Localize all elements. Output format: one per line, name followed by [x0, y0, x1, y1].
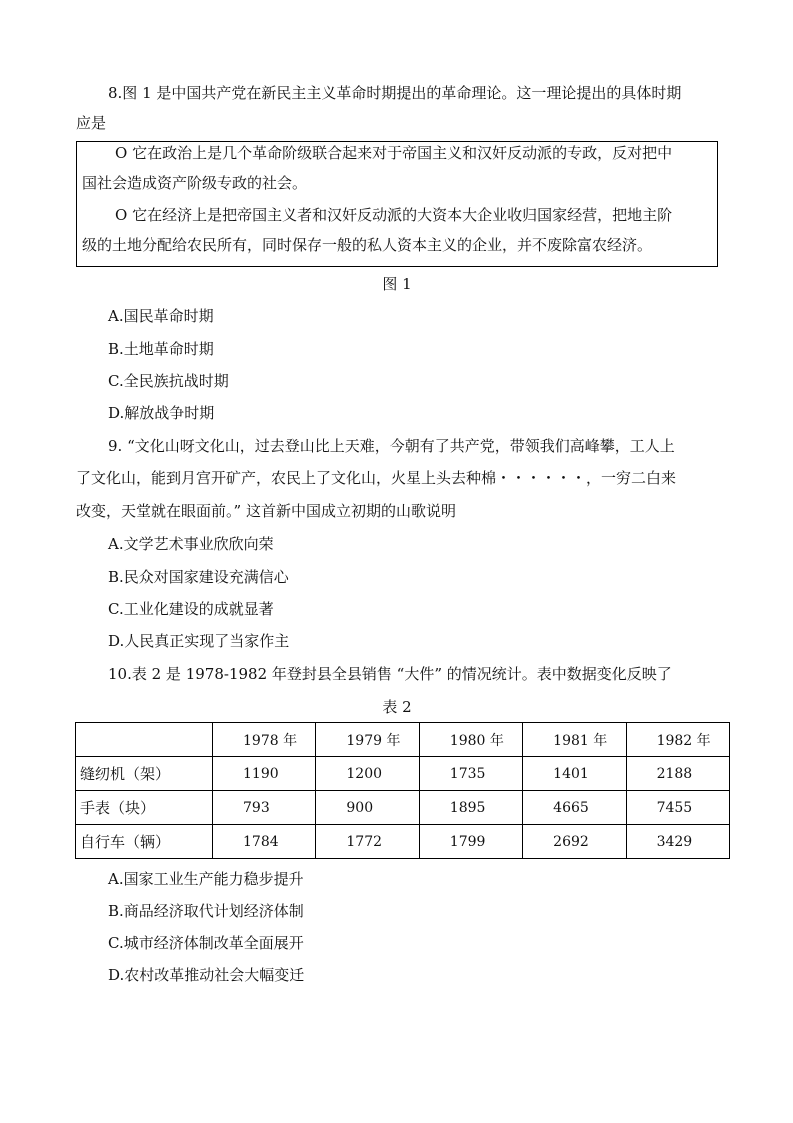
q9-option-c: C.工业化建设的成就显著 [108, 600, 274, 618]
q9-option-b: B.民众对国家建设充满信心 [108, 568, 289, 586]
q8-quote-line: O 它在政治上是几个革命阶级联合起来对于帝国主义和汉奸反动派的专政，反对把中 [115, 144, 673, 162]
q9-stem-line: 了文化山，能到月宫开矿产，农民上了文化山，火星上头去种棉・・・・・・，一穷二白来 [76, 469, 677, 487]
q9-stem-line: 9. “文化山呀文化山，过去登山比上天难，今朝有了共产党，带领我们高峰攀，工人上 [108, 437, 675, 455]
q9-stem-line: 改变，天堂就在眼面前。” 这首新中国成立初期的山歌说明 [76, 502, 456, 520]
table-cell: 1784 [213, 825, 316, 859]
table-cell: 手表（块） [76, 791, 213, 825]
table-cell: 793 [213, 791, 316, 825]
q9-option-a: A.文学艺术事业欣欣向荣 [108, 535, 274, 553]
q10-option-a: A.国家工业生产能力稳步提升 [108, 870, 304, 888]
q8-quote-box [76, 141, 718, 267]
table-header-row [76, 723, 730, 757]
table-cell: 7455 [626, 791, 729, 825]
q8-quote-line: O 它在经济上是把帝国主义者和汉奸反动派的大资本大企业收归国家经营，把地主阶 [115, 206, 673, 224]
table-header-cell: 1979 年 [316, 723, 419, 757]
table-cell: 1735 [419, 757, 522, 791]
table-cell: 3429 [626, 825, 729, 859]
q8-stem-line2: 应是 [76, 114, 107, 132]
table-header-cell [76, 723, 213, 757]
q8-quote-line: 国社会造成资产阶级专政的社会。 [82, 174, 308, 192]
q8-option-c: C.全民族抗战时期 [108, 372, 229, 390]
q8-quote-line: 级的土地分配给农民所有，同时保存一般的私人资本主义的企业，并不废除富农经济。 [82, 236, 653, 254]
q8-option-d: D.解放战争时期 [108, 404, 215, 422]
table-row [76, 791, 730, 825]
table-row [76, 757, 730, 791]
q8-stem-line1: 8.图 1 是中国共产党在新民主主义革命时期提出的革命理论。这一理论提出的具体时期 [108, 84, 682, 102]
q8-option-a: A.国民革命时期 [108, 307, 214, 325]
q10-option-d: D.农村改革推动社会大幅变迁 [108, 966, 305, 984]
table-cell: 缝纫机（架） [76, 757, 213, 791]
table-cell: 4665 [523, 791, 626, 825]
table-cell: 1200 [316, 757, 419, 791]
table-header-cell: 1978 年 [213, 723, 316, 757]
q8-option-b: B.土地革命时期 [108, 340, 214, 358]
table-cell: 1799 [419, 825, 522, 859]
table-cell: 2188 [626, 757, 729, 791]
q10-stem: 10.表 2 是 1978-1982 年登封县全县销售 “大件” 的情况统计。表中数据变化反映了 [108, 665, 672, 683]
table-cell: 自行车（辆） [76, 825, 213, 859]
table-cell: 1772 [316, 825, 419, 859]
q10-option-b: B.商品经济取代计划经济体制 [108, 902, 304, 920]
table-row [76, 825, 730, 859]
table-cell: 1190 [213, 757, 316, 791]
table-header-cell: 1982 年 [626, 723, 729, 757]
q9-option-d: D.人民真正实现了当家作主 [108, 632, 290, 650]
table-cell: 1401 [523, 757, 626, 791]
sales-table [75, 722, 730, 859]
figure-caption: 图 1 [382, 275, 412, 293]
table-caption: 表 2 [382, 698, 412, 716]
table-cell: 2692 [523, 825, 626, 859]
table-header-cell: 1981 年 [523, 723, 626, 757]
q10-option-c: C.城市经济体制改革全面展开 [108, 934, 304, 952]
table-cell: 1895 [419, 791, 522, 825]
table-header-cell: 1980 年 [419, 723, 522, 757]
table-cell: 900 [316, 791, 419, 825]
